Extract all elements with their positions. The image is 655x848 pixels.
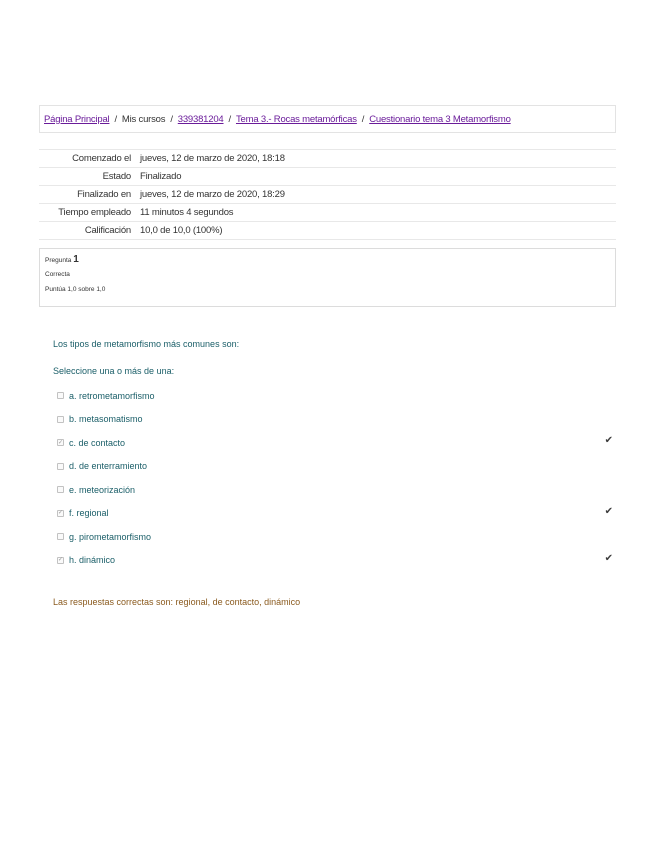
- answer-option: [57, 549, 613, 573]
- correct-answer-feedback: Las respuestas correctas son: regional, de contacto, dinámico: [53, 597, 301, 607]
- answer-checkbox[interactable]: [57, 392, 64, 399]
- summary-value: 11 minutos 4 segundos: [140, 207, 234, 218]
- question-state: Correcta: [45, 271, 70, 278]
- answer-checkbox[interactable]: ✓: [57, 510, 64, 517]
- summary-row-time-taken: [39, 204, 616, 222]
- summary-label: Calificación: [84, 225, 131, 236]
- breadcrumb-separator: /: [170, 113, 173, 125]
- correct-check-icon: ✔: [604, 505, 613, 517]
- answer-option: [57, 478, 607, 502]
- answer-checkbox[interactable]: ✓: [57, 439, 64, 446]
- answer-checkbox[interactable]: [57, 486, 64, 493]
- summary-value: Finalizado: [140, 171, 182, 182]
- question-number-label: Pregunta: [45, 257, 72, 264]
- answer-label: e. meteorización: [69, 484, 136, 495]
- breadcrumb-quiz-link[interactable]: Cuestionario tema 3 Metamorfismo: [369, 113, 511, 125]
- answer-label: f. regional: [69, 508, 109, 519]
- breadcrumb-section-link[interactable]: Tema 3.- Rocas metamórficas: [235, 113, 357, 125]
- summary-value: jueves, 12 de marzo de 2020, 18:18: [140, 153, 285, 164]
- breadcrumb-my-courses: Mis cursos: [121, 113, 166, 125]
- breadcrumb-separator: /: [228, 113, 231, 125]
- answer-label: d. de enterramiento: [69, 461, 148, 472]
- summary-label: Tiempo empleado: [58, 207, 131, 218]
- answer-checkbox[interactable]: [57, 416, 64, 423]
- answer-label: c. de contacto: [69, 437, 126, 448]
- question-text: Los tipos de metamorfismo más comunes son:: [53, 339, 240, 349]
- answer-checkbox[interactable]: ✓: [57, 557, 64, 564]
- summary-row-started: [39, 150, 616, 168]
- breadcrumb: [39, 105, 616, 133]
- correct-check-icon: ✔: [604, 435, 613, 446]
- quiz-review-page: [39, 105, 616, 607]
- summary-row-state: [39, 168, 616, 186]
- answer-option: [57, 384, 607, 408]
- answer-option: [57, 525, 607, 549]
- summary-label: Estado: [102, 171, 131, 182]
- answer-label: g. pirometamorfismo: [69, 531, 152, 542]
- summary-value: jueves, 12 de marzo de 2020, 18:29: [140, 189, 285, 200]
- breadcrumb-home-link[interactable]: Página Principal: [44, 113, 110, 125]
- answer-label: h. dinámico: [69, 555, 116, 566]
- answer-options: [57, 384, 613, 572]
- summary-label: Comenzado el: [72, 153, 131, 164]
- summary-value: 10,0 de 10,0 (100%): [140, 225, 223, 236]
- answer-label: a. retrometamorfismo: [69, 390, 155, 401]
- question-grade: Puntúa 1,0 sobre 1,0: [45, 286, 106, 293]
- answer-option: [57, 455, 607, 479]
- answer-label: b. metasomatismo: [69, 414, 143, 425]
- breadcrumb-course-link[interactable]: 339381204: [177, 113, 224, 125]
- answer-option: [57, 502, 613, 526]
- summary-row-grade: [39, 222, 616, 240]
- answer-option: [57, 408, 607, 432]
- correct-check-icon: ✔: [604, 552, 613, 564]
- question-number-value: 1: [73, 254, 79, 265]
- answer-checkbox[interactable]: [57, 533, 64, 540]
- question-number: [45, 254, 610, 265]
- answer-checkbox[interactable]: [57, 463, 64, 470]
- breadcrumb-separator: /: [114, 113, 117, 125]
- answer-option: [57, 431, 613, 455]
- question-info-box: [39, 248, 616, 307]
- question-prompt: Seleccione una o más de una:: [53, 366, 175, 376]
- attempt-summary-table: [39, 149, 616, 240]
- breadcrumb-separator: /: [361, 113, 365, 125]
- summary-row-finished: [39, 186, 616, 204]
- summary-label: Finalizado en: [77, 189, 131, 200]
